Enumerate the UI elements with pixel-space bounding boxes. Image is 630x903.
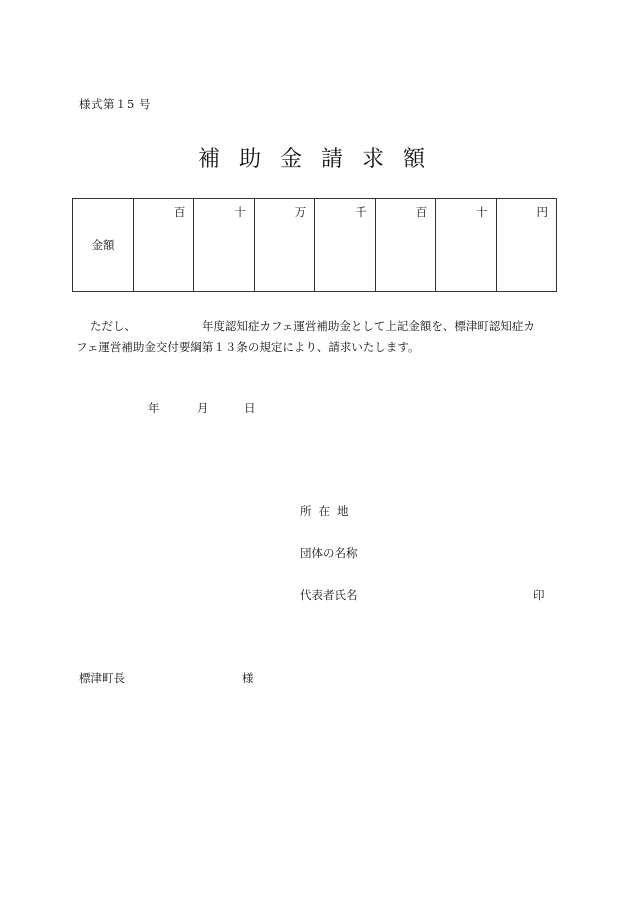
digit-cell-hundred[interactable] [375,199,435,292]
statement-prefix: ただし、 [90,319,136,333]
amount-row [73,199,557,292]
date-year-label: 年 [148,401,160,415]
digit-cell-ten-thousand[interactable] [254,199,314,292]
addressee-name: 標津町長 [79,671,125,685]
representative-name-label: 代表者氏名 [300,588,358,602]
digit-cell-ten-thousand-tens[interactable] [194,199,254,292]
organization-name-label: 団体の名称 [300,546,358,560]
digit-unit-label: 万 [294,205,307,219]
amount-table [72,198,557,292]
digit-unit-label: 円 [536,205,548,219]
digit-unit-label: 十 [234,205,246,219]
address-label: 所在地 [300,504,356,518]
statement-line-1 [79,316,559,337]
digit-cell-thousand[interactable] [315,199,375,292]
digit-unit-label: 百 [173,205,186,219]
digit-cell-hundred-thousand[interactable] [134,199,194,292]
request-statement [76,316,559,358]
digit-cell-yen[interactable] [496,199,556,292]
digit-unit-label: 十 [476,205,488,219]
amount-label-cell [73,199,134,292]
date-day-label: 日 [244,401,256,415]
digit-cell-ten[interactable] [436,199,496,292]
document-title: 補助金請求額 [197,147,444,172]
digit-unit-label: 千 [355,205,367,219]
digit-unit-label: 百 [415,205,428,219]
date-month-label: 月 [197,401,209,415]
addressee-honorific: 様 [242,671,254,685]
seal-mark: 印 [533,588,545,602]
statement-line-2: フェ運営補助金交付要綱第１３条の規定により、請求いたします。 [76,340,420,354]
statement-line-1-text: 年度認知症カフェ運営補助金として上記金額を、標津町認知症カ [202,319,535,333]
amount-label: 金額 [91,238,115,252]
form-number: 様式第１5 号 [79,97,151,111]
